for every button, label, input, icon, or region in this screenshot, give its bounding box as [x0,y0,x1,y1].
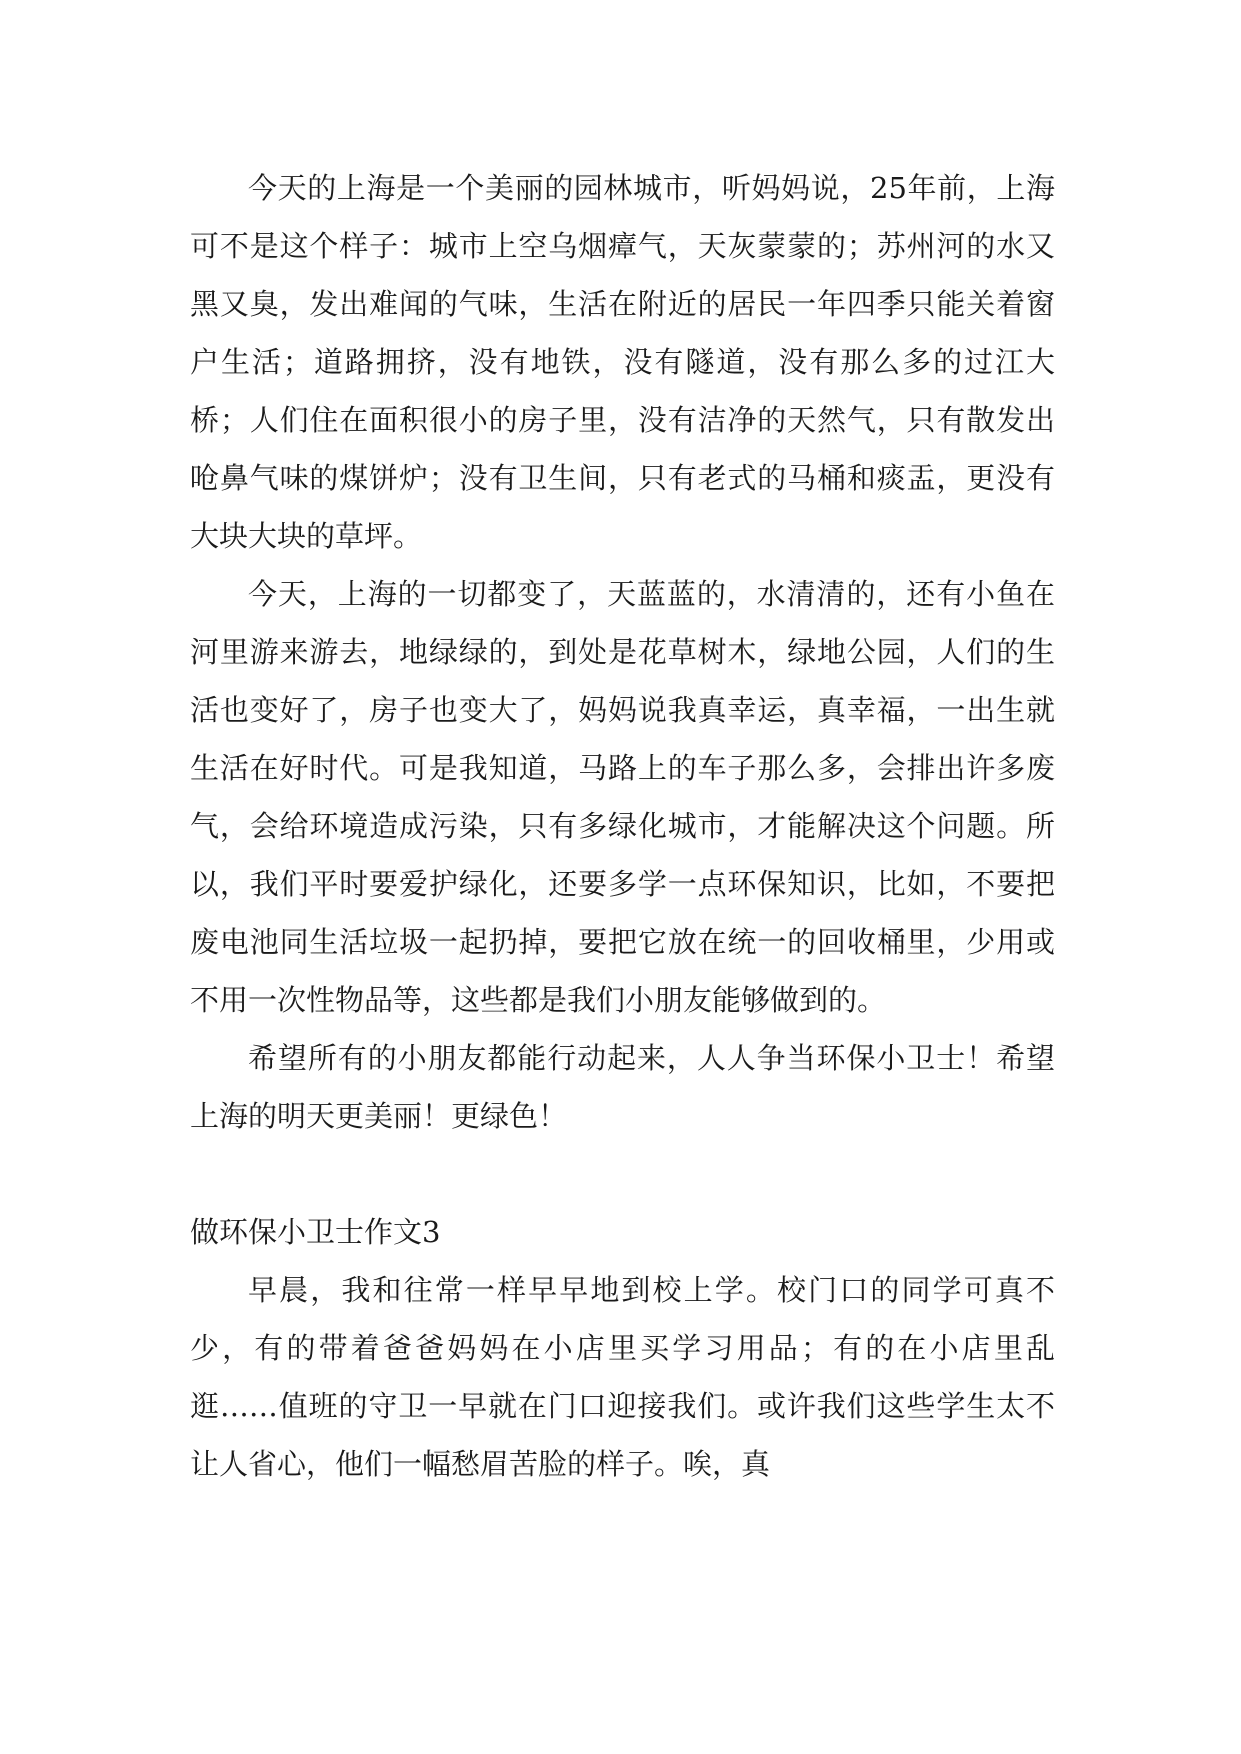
paragraph-2: 今天，上海的一切都变了，天蓝蓝的，水清清的，还有小鱼在河里游来游去，地绿绿的，到处是花草树木，绿地公园，人们的生活也变好了，房子也变大了，妈妈说我真幸运，真幸福，一出生就生活在好时代。可是我知道，马路上的车子那么多，会排出许多废气，会给环境造成污染，只有多绿化城市，才能解决这个问题。所以，我们平时要爱护绿化，还要多学一点环保知识，比如，不要把废电池同生活垃圾一起扔掉，要把它放在统一的回收桶里，少用或不用一次性物品等，这些都是我们小朋友能够做到的。 [190,577,1055,1017]
paragraph-4: 早晨，我和往常一样早早地到校上学。校门口的同学可真不少，有的带着爸爸妈妈在小店里买学习用品；有的在小店里乱逛……值班的守卫一早就在门口迎接我们。或许我们这些学生太不让人省心，他们一幅愁眉苦脸的样子。唉，真 [190,1273,1055,1481]
paragraph-3: 希望所有的小朋友都能行动起来，人人争当环保小卫士！希望上海的明天更美丽！更绿色！ [190,1041,1055,1133]
paragraph-1: 今天的上海是一个美丽的园林城市，听妈妈说，25年前，上海可不是这个样子：城市上空乌烟瘴气，天灰蒙蒙的；苏州河的水又黑又臭，发出难闻的气味，生活在附近的居民一年四季只能关着窗户生活；道路拥挤，没有地铁，没有隧道，没有那么多的过江大桥；人们住在面积很小的房子里，没有洁净的天然气，只有散发出呛鼻气味的煤饼炉；没有卫生间，只有老式的马桶和痰盂，更没有大块大块的草坪。 [190,171,1055,553]
section-heading: 做环保小卫士作文3 [190,1215,441,1249]
section-spacer [190,1145,1055,1203]
document-body [190,159,1055,1493]
